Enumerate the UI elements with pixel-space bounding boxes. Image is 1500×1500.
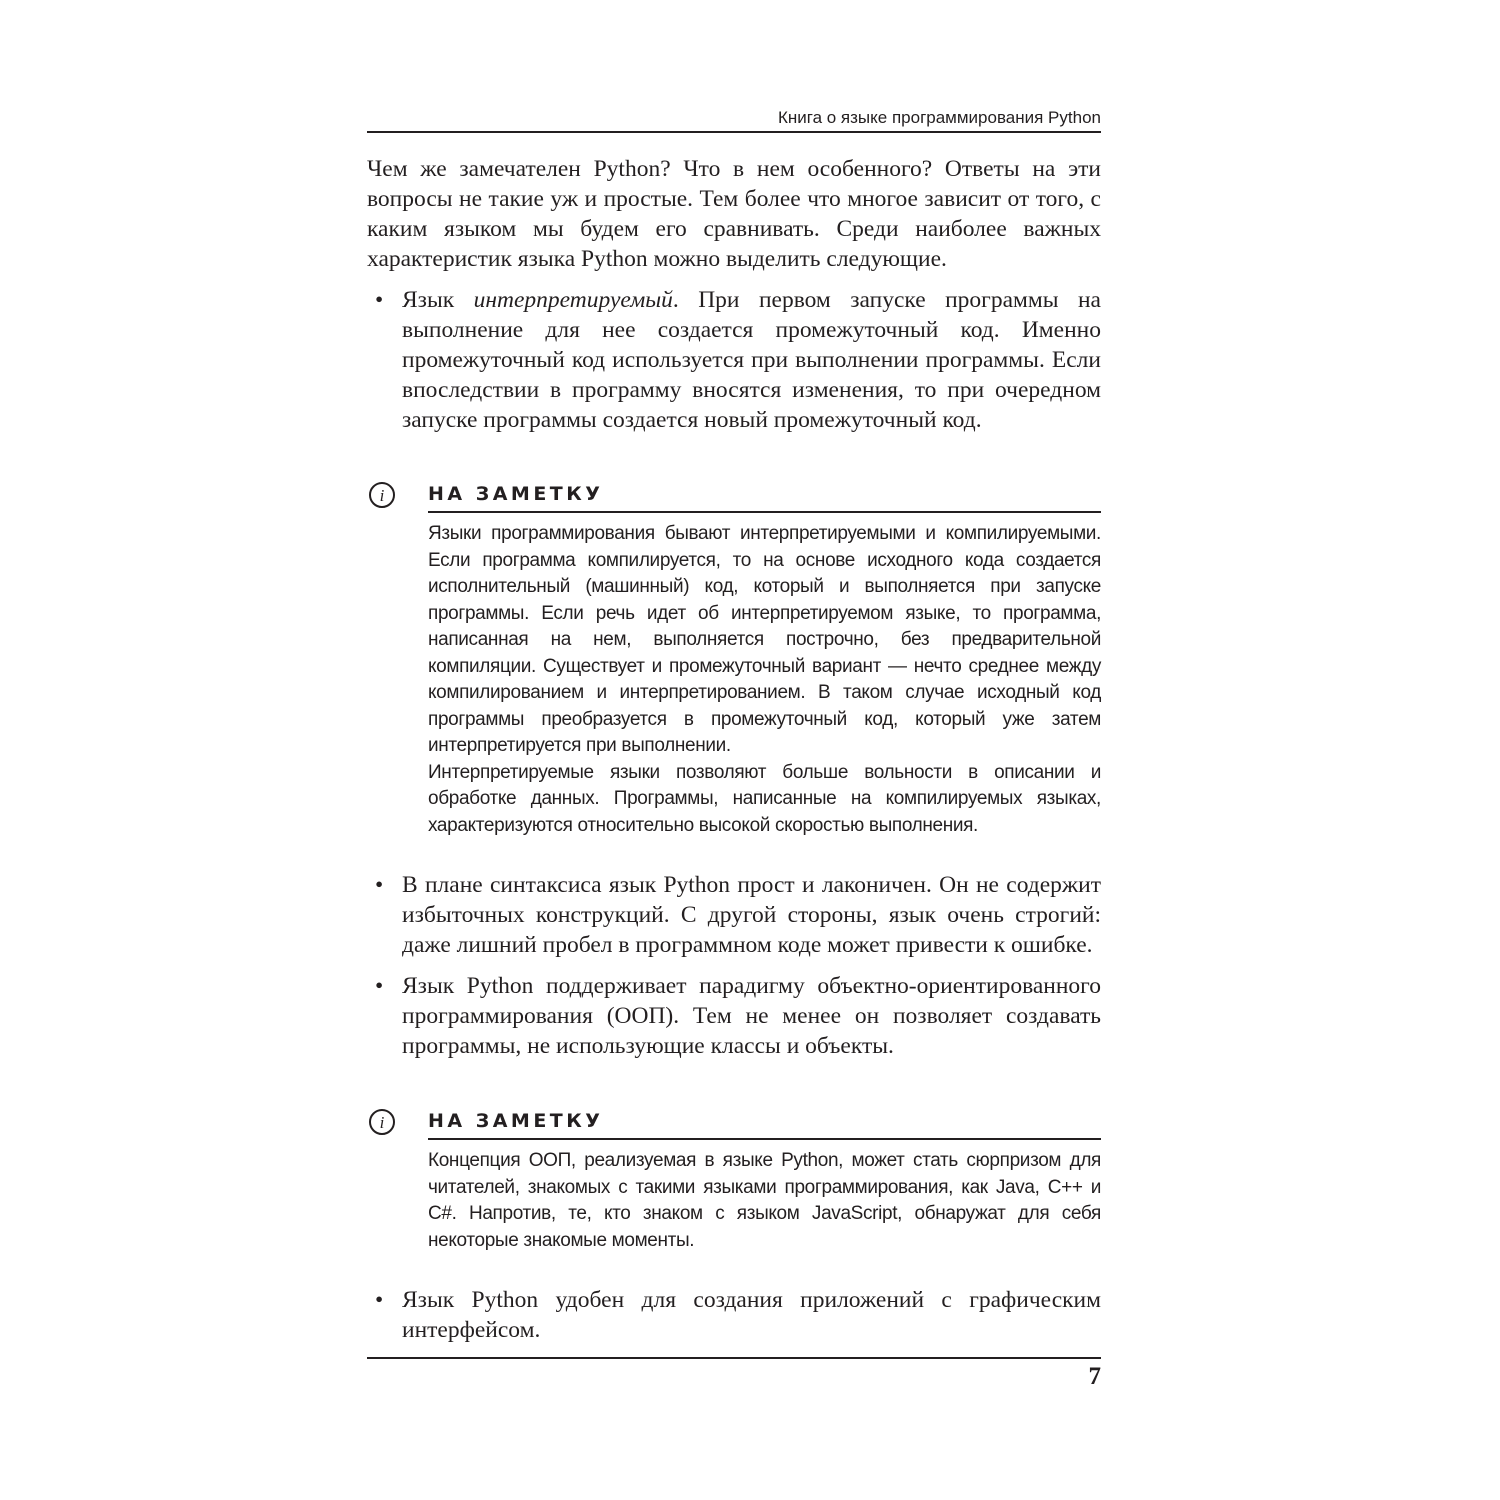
list-item <box>367 870 1101 960</box>
book-page <box>367 0 1101 1500</box>
footer-rule <box>367 1357 1101 1359</box>
list-item <box>367 1285 1101 1345</box>
note-paragraph: Концепция ООП, реализуемая в языке Python, может стать сюрпризом для читателей, знакомых с такими языками программирования, как Java, C++ и C#. Напротив, те, кто знаком с языком JavaScript, обнаружат для себя некоторые знакомые моменты. <box>428 1150 1101 1251</box>
emphasis-term: интерпретируемый <box>473 287 673 313</box>
info-icon: i <box>369 482 395 508</box>
intro-paragraph: Чем же замечателен Python? Что в нем особенного? Ответы на эти вопросы не такие уж и простые. Тем более что многое зависит от того, с каким языком мы будем его сравнивать. Среди наиболее важных характеристик языка Python можно выделить следующие. <box>367 156 1101 272</box>
note-rule <box>428 1138 1101 1140</box>
bullet-icon: • <box>375 1287 384 1313</box>
note-body <box>428 1148 1101 1254</box>
list-item <box>367 285 1101 435</box>
bullet-icon: • <box>375 973 384 999</box>
note-rule <box>428 511 1101 513</box>
page-number: 7 <box>1088 1363 1101 1390</box>
note-paragraph: Языки программирования бывают интерпретируемыми и компилируемыми. Если программа компилируется, то на основе исходного кода создается исполнительный (машинный) код, который и выполняется при запуске программы. Если речь идет об интерпретируемом языке, то программа, написанная на нем, выполняется построчно, без предварительной компиляции. Существует и промежуточный вариант — нечто среднее между компилированием и интерпретированием. В таком случае исходный код программы преобразуется в промежуточный код, который уже затем интерпретируется при выполнении. <box>428 523 1101 756</box>
list-item-text: Язык Python удобен для создания приложений с графическим интерфейсом. <box>402 1287 1101 1343</box>
running-head: Книга о языке программирования Python <box>777 108 1101 127</box>
list-item-text: В плане синтаксиса язык Python прост и лаконичен. Он не содержит избыточных конструкций. С другой стороны, язык очень строгий: даже лишний пробел в программном коде может привести к ошибке. <box>402 872 1101 958</box>
list-item-text <box>402 285 1101 435</box>
list-item <box>367 971 1101 1061</box>
note-title: НА ЗАМЕТКУ <box>428 483 604 505</box>
bullet-icon: • <box>375 287 384 313</box>
note-body <box>428 521 1101 839</box>
list-item-rest: . При первом запуске программы на выполнение для нее создается промежуточный код. Именно промежуточный код используется при выполнении программы. Если впоследствии в программу вносятся изменения, то при очередном запуске программы создается новый промежуточный код. <box>402 287 1101 433</box>
info-icon: i <box>369 1109 395 1135</box>
note-paragraph: Интерпретируемые языки позволяют больше вольности в описании и обработке данных. Программы, написанные на компилируемых языках, характеризуются относительно высокой скоростью выполнения. <box>428 761 1101 836</box>
note-title: НА ЗАМЕТКУ <box>428 1110 604 1132</box>
list-item-prefix: Язык <box>402 287 474 313</box>
list-item-text: Язык Python поддерживает парадигму объектно-ориентированного программирования (ООП). Тем не менее он позволяет создавать программы, не использующие классы и объекты. <box>402 973 1101 1059</box>
header-rule <box>367 131 1101 133</box>
bullet-icon: • <box>375 872 384 898</box>
